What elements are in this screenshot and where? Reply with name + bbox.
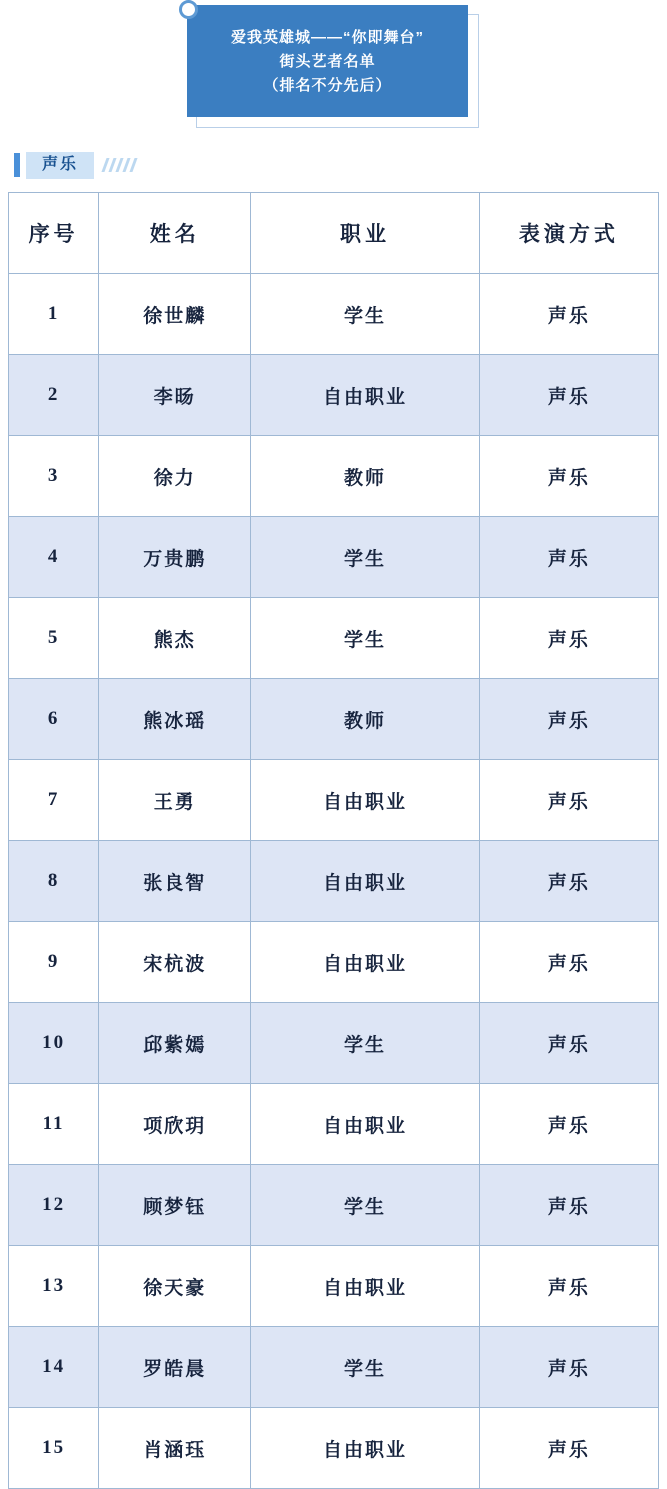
cell-performance-type: 声乐	[479, 1408, 658, 1489]
cell-occupation: 学生	[251, 274, 479, 355]
column-header-index: 序号	[9, 193, 99, 274]
cell-performance-type: 声乐	[479, 1327, 658, 1408]
header-banner	[0, 0, 667, 138]
table-row	[9, 1003, 659, 1084]
cell-performance-type: 声乐	[479, 1084, 658, 1165]
banner-title-line-1: 爱我英雄城——“你即舞台”	[230, 28, 424, 46]
cell-index: 14	[9, 1327, 99, 1408]
cell-index: 5	[9, 598, 99, 679]
cell-name: 李旸	[99, 355, 251, 436]
cell-occupation: 自由职业	[251, 1408, 479, 1489]
cell-name: 徐世麟	[99, 274, 251, 355]
circle-decoration-icon	[179, 0, 198, 19]
roster-table-wrapper	[0, 192, 667, 1489]
cell-index: 11	[9, 1084, 99, 1165]
cell-index: 12	[9, 1165, 99, 1246]
cell-name: 徐力	[99, 436, 251, 517]
table-row	[9, 841, 659, 922]
cell-occupation: 教师	[251, 436, 479, 517]
section-accent-bar	[14, 153, 20, 177]
cell-performance-type: 声乐	[479, 760, 658, 841]
table-row	[9, 355, 659, 436]
cell-name: 张良智	[99, 841, 251, 922]
banner-title-line-2: 街头艺者名单	[279, 52, 376, 70]
cell-occupation: 自由职业	[251, 1084, 479, 1165]
table-row	[9, 1165, 659, 1246]
table-row	[9, 517, 659, 598]
cell-name: 肖涵珏	[99, 1408, 251, 1489]
table-row	[9, 274, 659, 355]
table-row	[9, 1084, 659, 1165]
section-header	[0, 138, 667, 192]
table-row	[9, 760, 659, 841]
cell-performance-type: 声乐	[479, 1003, 658, 1084]
cell-occupation: 教师	[251, 679, 479, 760]
cell-occupation: 学生	[251, 1165, 479, 1246]
cell-index: 8	[9, 841, 99, 922]
cell-occupation: 自由职业	[251, 1246, 479, 1327]
cell-performance-type: 声乐	[479, 841, 658, 922]
cell-index: 3	[9, 436, 99, 517]
cell-performance-type: 声乐	[479, 922, 658, 1003]
cell-index: 1	[9, 274, 99, 355]
cell-occupation: 自由职业	[251, 841, 479, 922]
cell-name: 邱紫嫣	[99, 1003, 251, 1084]
stripes-decoration-icon	[101, 158, 137, 172]
cell-index: 2	[9, 355, 99, 436]
table-row	[9, 436, 659, 517]
cell-index: 7	[9, 760, 99, 841]
cell-performance-type: 声乐	[479, 517, 658, 598]
cell-name: 项欣玥	[99, 1084, 251, 1165]
cell-index: 13	[9, 1246, 99, 1327]
table-row	[9, 598, 659, 679]
cell-name: 宋杭波	[99, 922, 251, 1003]
table-row	[9, 1246, 659, 1327]
table-row	[9, 679, 659, 760]
cell-performance-type: 声乐	[479, 1246, 658, 1327]
cell-name: 顾梦钰	[99, 1165, 251, 1246]
cell-index: 15	[9, 1408, 99, 1489]
column-header-name: 姓名	[99, 193, 251, 274]
banner-box	[187, 5, 468, 117]
table-row	[9, 1408, 659, 1489]
cell-performance-type: 声乐	[479, 598, 658, 679]
table-row	[9, 1327, 659, 1408]
cell-performance-type: 声乐	[479, 679, 658, 760]
cell-occupation: 学生	[251, 517, 479, 598]
cell-name: 罗皓晨	[99, 1327, 251, 1408]
column-header-occupation: 职业	[251, 193, 479, 274]
cell-index: 4	[9, 517, 99, 598]
roster-table	[8, 192, 659, 1489]
cell-name: 熊杰	[99, 598, 251, 679]
cell-performance-type: 声乐	[479, 355, 658, 436]
cell-occupation: 自由职业	[251, 355, 479, 436]
cell-occupation: 学生	[251, 598, 479, 679]
cell-performance-type: 声乐	[479, 436, 658, 517]
column-header-performance-type: 表演方式	[479, 193, 658, 274]
section-label: 声乐	[26, 152, 94, 179]
cell-name: 王勇	[99, 760, 251, 841]
cell-performance-type: 声乐	[479, 274, 658, 355]
cell-name: 万贵鹏	[99, 517, 251, 598]
cell-name: 徐天豪	[99, 1246, 251, 1327]
cell-index: 10	[9, 1003, 99, 1084]
cell-index: 9	[9, 922, 99, 1003]
cell-performance-type: 声乐	[479, 1165, 658, 1246]
table-row	[9, 922, 659, 1003]
table-header-row	[9, 193, 659, 274]
cell-name: 熊冰瑶	[99, 679, 251, 760]
cell-occupation: 学生	[251, 1327, 479, 1408]
cell-occupation: 自由职业	[251, 922, 479, 1003]
cell-index: 6	[9, 679, 99, 760]
cell-occupation: 学生	[251, 1003, 479, 1084]
cell-occupation: 自由职业	[251, 760, 479, 841]
banner-title-line-3: （排名不分先后）	[263, 76, 392, 94]
